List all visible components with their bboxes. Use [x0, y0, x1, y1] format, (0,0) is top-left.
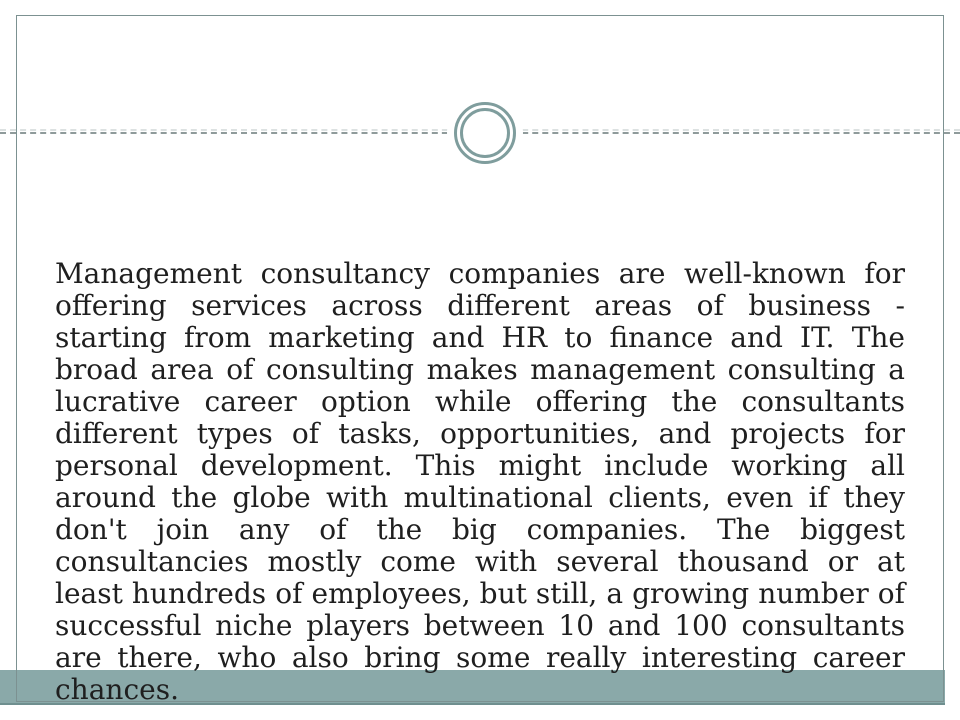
double-ring-circle-icon	[454, 102, 516, 164]
inner-ring-icon	[460, 108, 510, 158]
slide-body-text: Management consultancy companies are well-known for offering services across different areas of business - starting from marketing and HR to finance and IT. The broad area of consulting makes management consulting a lucrative career option while offering the consultants different types of tasks, opportunities, and projects for personal development. This might include working all around the globe with multinational clients, even if they don't join any of the big companies. The biggest consultancies mostly come with several thousand or at least hundreds of employees, but still, a growing number of successful niche players between 10 and 100 consultants are there, who also bring some really interesting career chances.	[55, 257, 905, 706]
